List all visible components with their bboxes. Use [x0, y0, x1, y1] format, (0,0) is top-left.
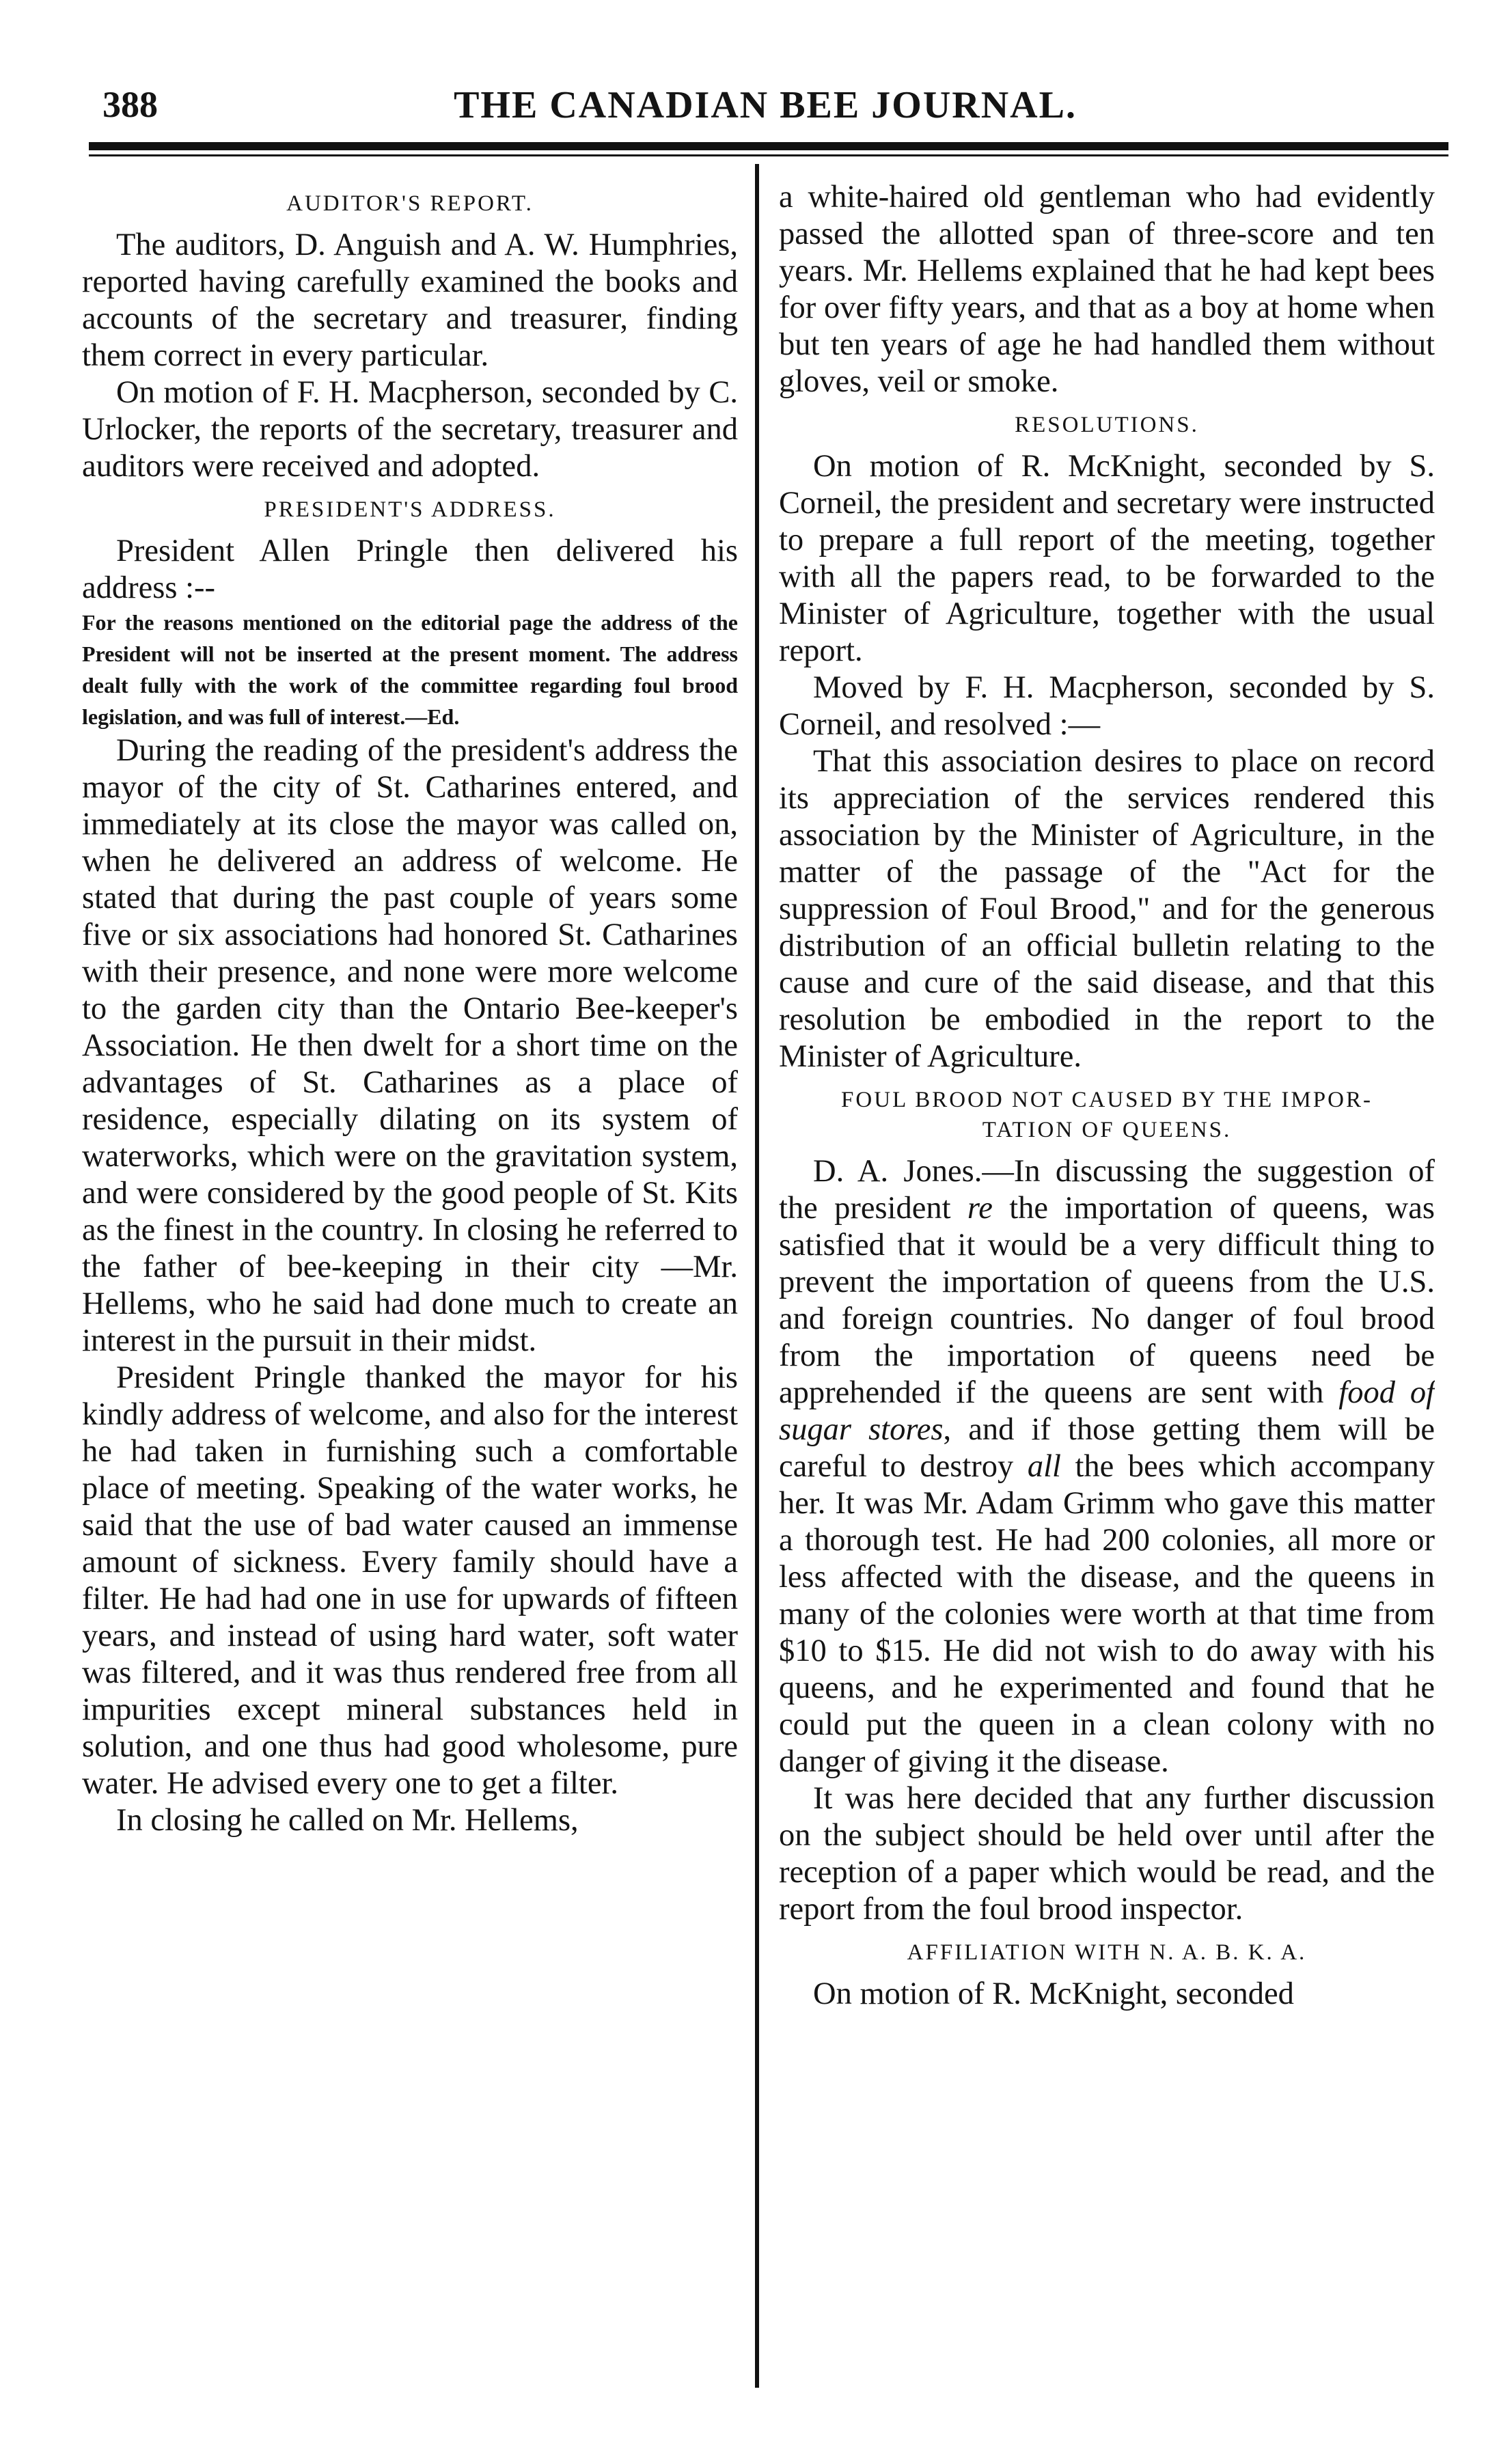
- paragraph-motion-affiliation: On motion of R. McKnight, seconded: [813, 1976, 1294, 2011]
- right-column: [779, 179, 1435, 2393]
- jones-text-d: the bees which accompany her. It was Mr. Adam Grimm who gave this matter a thorough test. He had 200 colonies, all more or less affected with the disease, and the queens in many of the colonies were worth at that time from $10 to $15. He did not wish to do away with his queens, and he experimented and found that he could put the queen in a clean colony with no danger of giving it the disease.: [779, 1449, 1435, 1779]
- jones-text-all: all: [1027, 1449, 1061, 1484]
- heading-foul-brood-line2: TATION OF QUEENS.: [982, 1118, 1232, 1142]
- heading-presidents-address: PRESIDENT'S ADDRESS.: [264, 497, 556, 522]
- paragraph-closing-hellems: In closing he called on Mr. Hellems,: [116, 1803, 579, 1838]
- paragraph-hellems-continued: a white-haired old gentleman who had evidently passed the allotted span of three-score and ten years. Mr. Hellems explained that he had kept bees for over fifty years, and that as a boy at home when but ten years of age he had handled them without gloves, veil or smoke.: [779, 180, 1435, 399]
- heading-resolutions: RESOLUTIONS.: [1015, 413, 1199, 437]
- page-number: 388: [102, 84, 158, 125]
- paragraph-auditors: The auditors, D. Anguish and A. W. Humphries, reported having carefully examined the books and accounts of the secretary and treasurer, finding them correct in every particular.: [82, 228, 738, 373]
- heading-auditors-report: AUDITOR'S REPORT.: [286, 191, 534, 216]
- header-rule-thin: [89, 154, 1448, 156]
- jones-text-c: , and if those getting them will be careful to destroy: [779, 1412, 1435, 1484]
- paragraph-pringle-thanks: President Pringle thanked the mayor for his kindly address of welcome, and also for the interest he had taken in furnishing such a comfortable place of meeting. Speaking of the water works, he said that the use of bad water caused an immense amount of sickness. Every family should have a filter. He had had one in use for upwards of fifteen years, and instead of using hard water, soft water was filtered, and it was thus rendered free from all impurities except mineral substances held in solution, and one thus had good wholesome, pure water. He advised every one to get a filter.: [82, 1360, 738, 1801]
- column-divider: [755, 164, 759, 2388]
- jones-text-food: food of sugar stores: [779, 1375, 1435, 1447]
- jones-text-b: the importation of queens, was satisfied that it would be a very difficult thing to prevent the importation of queens from the U.S. and foreign countries. No danger of foul brood from the importation of queens need be apprehended if the queens are sent with: [779, 1191, 1435, 1410]
- paragraph-resolution-appreciation: That this association desires to place on record its appreciation of the services rendered this association by the Minister of Agriculture, in the matter of the passage of the "Act for the suppression of Foul Brood," and for the generous distribution of an official bulletin relating to the cause and cure of the said disease, and that this resolution be embodied in the report to the Minister of Agriculture.: [779, 744, 1435, 1074]
- left-column: [82, 179, 738, 2393]
- header-rule-thick: [89, 142, 1448, 150]
- jones-text-a: D. A. Jones.—In discussing the suggestion of the president: [779, 1154, 1435, 1226]
- paragraph-president-delivered: President Allen Pringle then delivered his address :--: [82, 534, 738, 605]
- paragraph-jones-queens: [779, 1153, 1435, 1780]
- paragraph-motion-reports: On motion of F. H. Macpherson, seconded by C. Urlocker, the reports of the secretary, treasurer and auditors were received and adopted.: [82, 375, 738, 484]
- paragraph-further-discussion: It was here decided that any further discussion on the subject should be held over until after the reception of a paper which would be read, and the report from the foul brood inspector.: [779, 1781, 1435, 1927]
- heading-affiliation: AFFILIATION WITH N. A. B. K. A.: [907, 1940, 1307, 1965]
- journal-title: THE CANADIAN BEE JOURNAL.: [454, 84, 1077, 126]
- heading-foul-brood: [779, 1085, 1435, 1145]
- page-header: [89, 81, 1442, 135]
- editor-note: For the reasons mentioned on the editorial page the address of the President will not be inserted at the present moment. The address dealt fully with the work of the committee regarding foul brood legislation, and was full of interest.—Ed.: [82, 610, 738, 729]
- paragraph-moved-resolved: Moved by F. H. Macpherson, seconded by S. Corneil, and resolved :—: [779, 670, 1435, 742]
- paragraph-mayor-welcome: During the reading of the president's address the mayor of the city of St. Catharines entered, and immediately at its close the mayor was called on, when he delivered an address of welcome. He stated that during the past couple of years some five or six associations had honored St. Catharines with their presence, and none were more welcome to the garden city than the Ontario Bee-keeper's Association. He then dwelt for a short time on the advantages of St. Catharines as a place of residence, especially dilating on its system of waterworks, which were on the gravitation system, and were considered by the good people of St. Kits as the finest in the country. In closing he referred to the father of bee-keeping in their city —Mr. Hellems, who he said had done much to create an interest in the pursuit in their midst.: [82, 733, 738, 1358]
- paragraph-motion-full-report: On motion of R. McKnight, seconded by S. Corneil, the president and secretary were instructed to prepare a full report of the meeting, together with all the papers read, to be forwarded to the Minister of Agriculture, together with the usual report.: [779, 449, 1435, 668]
- heading-foul-brood-line1: FOUL BROOD NOT CAUSED BY THE IMPOR-: [841, 1088, 1373, 1112]
- jones-text-re: re: [967, 1191, 993, 1226]
